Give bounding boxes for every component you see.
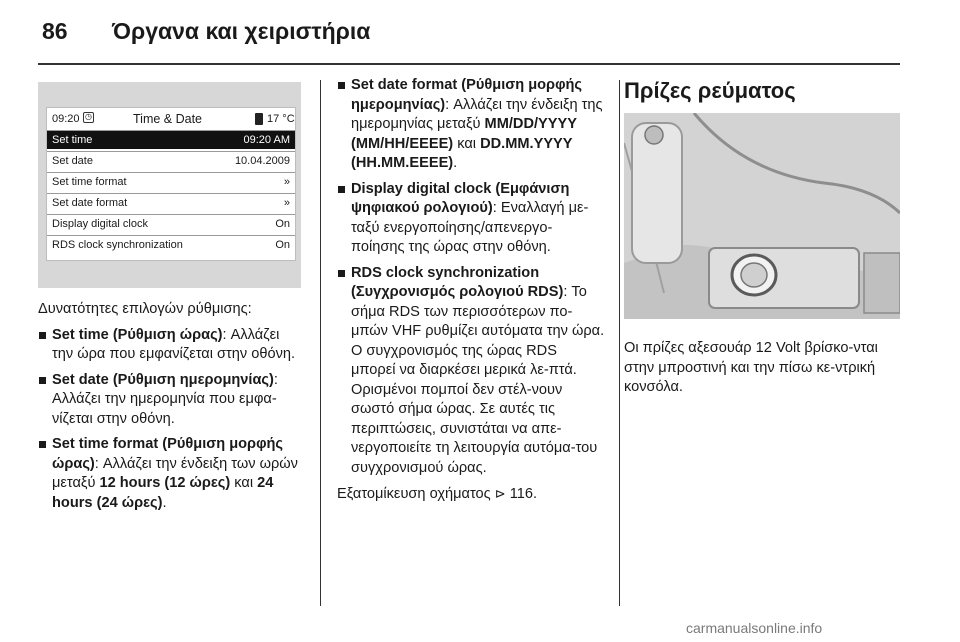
period-text: . [453,155,458,171]
page-header-title: Όργανα και χειριστήρια [112,18,371,44]
time-date-screen-figure [38,82,301,288]
chevron-right-icon: » [283,176,290,188]
bullet-title: Set date (Ρύθμιση ημερομηνίας) [52,371,274,388]
bullet-square-icon [39,441,46,448]
menu-row-label: Set date [52,155,93,167]
menu-row-rds-clock-sync[interactable] [47,235,295,254]
menu-row-label: RDS clock synchronization [52,239,183,251]
bullet-square-icon [39,332,46,339]
header-divider [38,63,900,65]
column-1-text [38,300,304,513]
bullet-set-date-format [337,76,605,174]
bullet-set-time-format [38,435,304,513]
bullet-text: : Αλλάζει την ένδειξη της ημερομηνίας μεταξύ [351,96,603,132]
conjunction-text: και [230,475,258,491]
screen-status-bar [47,108,295,130]
option-12-hours: 12 hours (12 ώρες) [99,475,231,491]
bullet-square-icon [338,186,345,193]
bullet-text: : Αλλάζει την ημερομηνία που εμφα-νίζεται στην οθόνη. [52,371,278,427]
page-reference-arrow-icon: ⊳ [494,486,506,501]
column-2-text [337,76,605,505]
power-socket-illustration [624,113,900,319]
bullet-title: RDS clock synchronization (Συγχρονισμός ρολογιού RDS) [351,264,564,300]
option-mm-dd-yyyy: MM/DD/YYYY (MM/HH/EEEE) [351,116,577,152]
menu-row-label: Set date format [52,197,128,209]
bullet-text: : Εναλλαγή με-ταξύ ενεργοποίησης/απενεργο-ποίησης της ώρας στην οθόνη. [351,200,589,255]
bullet-square-icon [39,377,46,384]
menu-row-value: 09:20 AM [243,134,290,146]
bullet-set-time [38,326,304,365]
menu-row-display-digital-clock[interactable] [47,214,295,233]
reference-text: Εξατομίκευση οχήματος [337,486,491,502]
cross-reference [337,484,605,505]
power-socket-photo [624,113,900,319]
conjunction-text: και [453,135,481,152]
bullet-set-date [38,371,304,430]
section-heading: Πρίζες ρεύματος [624,78,796,103]
bullet-title: Display digital clock (Εμφάνιση ψηφιακού ρολογιού) [351,180,570,216]
chevron-right-icon: » [283,197,290,209]
bullet-title: Set date format (Ρύθμιση μορφής ημερομηνίας) [351,77,583,113]
column-divider-1 [320,80,321,606]
menu-row-label: Set time [52,134,93,146]
menu-row-value: On [275,218,290,230]
option-24-hours: 24 hours (24 ώρες) [52,475,274,511]
section-body-text: Οι πρίζες αξεσουάρ 12 Volt βρίσκο-νται στην μπροστινή και την πίσω κε-ντρική κονσόλα. [624,340,878,395]
menu-row-set-time-format[interactable] [47,172,295,191]
menu-row-label: Display digital clock [52,218,148,230]
watermark-footer: carmanualsonline.info [686,620,823,636]
bullet-title: Set time (Ρύθμιση ώρας) [52,326,223,343]
menu-row-set-time[interactable] [47,130,295,149]
option-dd-mm-yyyy: DD.MM.YYYY (HH.MM.EEEE) [351,135,573,171]
bullet-text: : Αλλάζει την ώρα που εμφανίζεται στην οθόνη. [52,326,296,362]
bullet-title: Set time format (Ρύθμιση μορφής ώρας) [52,436,284,472]
period-text: . [162,494,167,511]
column-divider-2 [619,80,620,606]
bullet-square-icon [338,82,345,89]
screen-title: Time & Date [133,112,203,126]
screen-clock-time: 09:20 [52,113,80,125]
thermometer-icon [255,113,263,125]
display-screen [46,107,296,261]
bullet-square-icon [338,270,345,277]
bullet-text: : Αλλάζει την ένδειξη των ωρών μεταξύ [52,455,298,491]
menu-row-set-date-format[interactable] [47,193,295,212]
intro-text: Δυνατότητες επιλογών ρύθμισης: [38,301,252,317]
menu-row-label: Set time format [52,176,127,188]
page-number: 86 [42,18,68,44]
menu-row-value: On [275,239,290,251]
menu-row-set-date[interactable] [47,151,295,170]
reference-page: 116. [509,486,538,502]
bullet-text: : Το σήμα RDS των περισσότερων πο-μπών VHF ρυθμίζει αυτόματα την ώρα. Ο συγχρονισμός της ώρας RDS μπορεί να διαρκέσει μερικά λε-πτά. Ορισμένοι πομποί δεν στέλ-νουν σωστό σήμα ώρας. Σε αυτές τις περιπτώσεις, συνιστάται να απε-νεργοποιείτε τη λειτουργία αυτόμα-του συγχρονισμού ώρας. [351,284,605,476]
bullet-display-digital-clock [337,180,605,258]
clock-icon: ◷ [83,112,94,123]
menu-row-value: 10.04.2009 [234,155,290,167]
screen-temperature: 17 °C [267,113,295,125]
bullet-rds-clock-sync [337,264,605,479]
